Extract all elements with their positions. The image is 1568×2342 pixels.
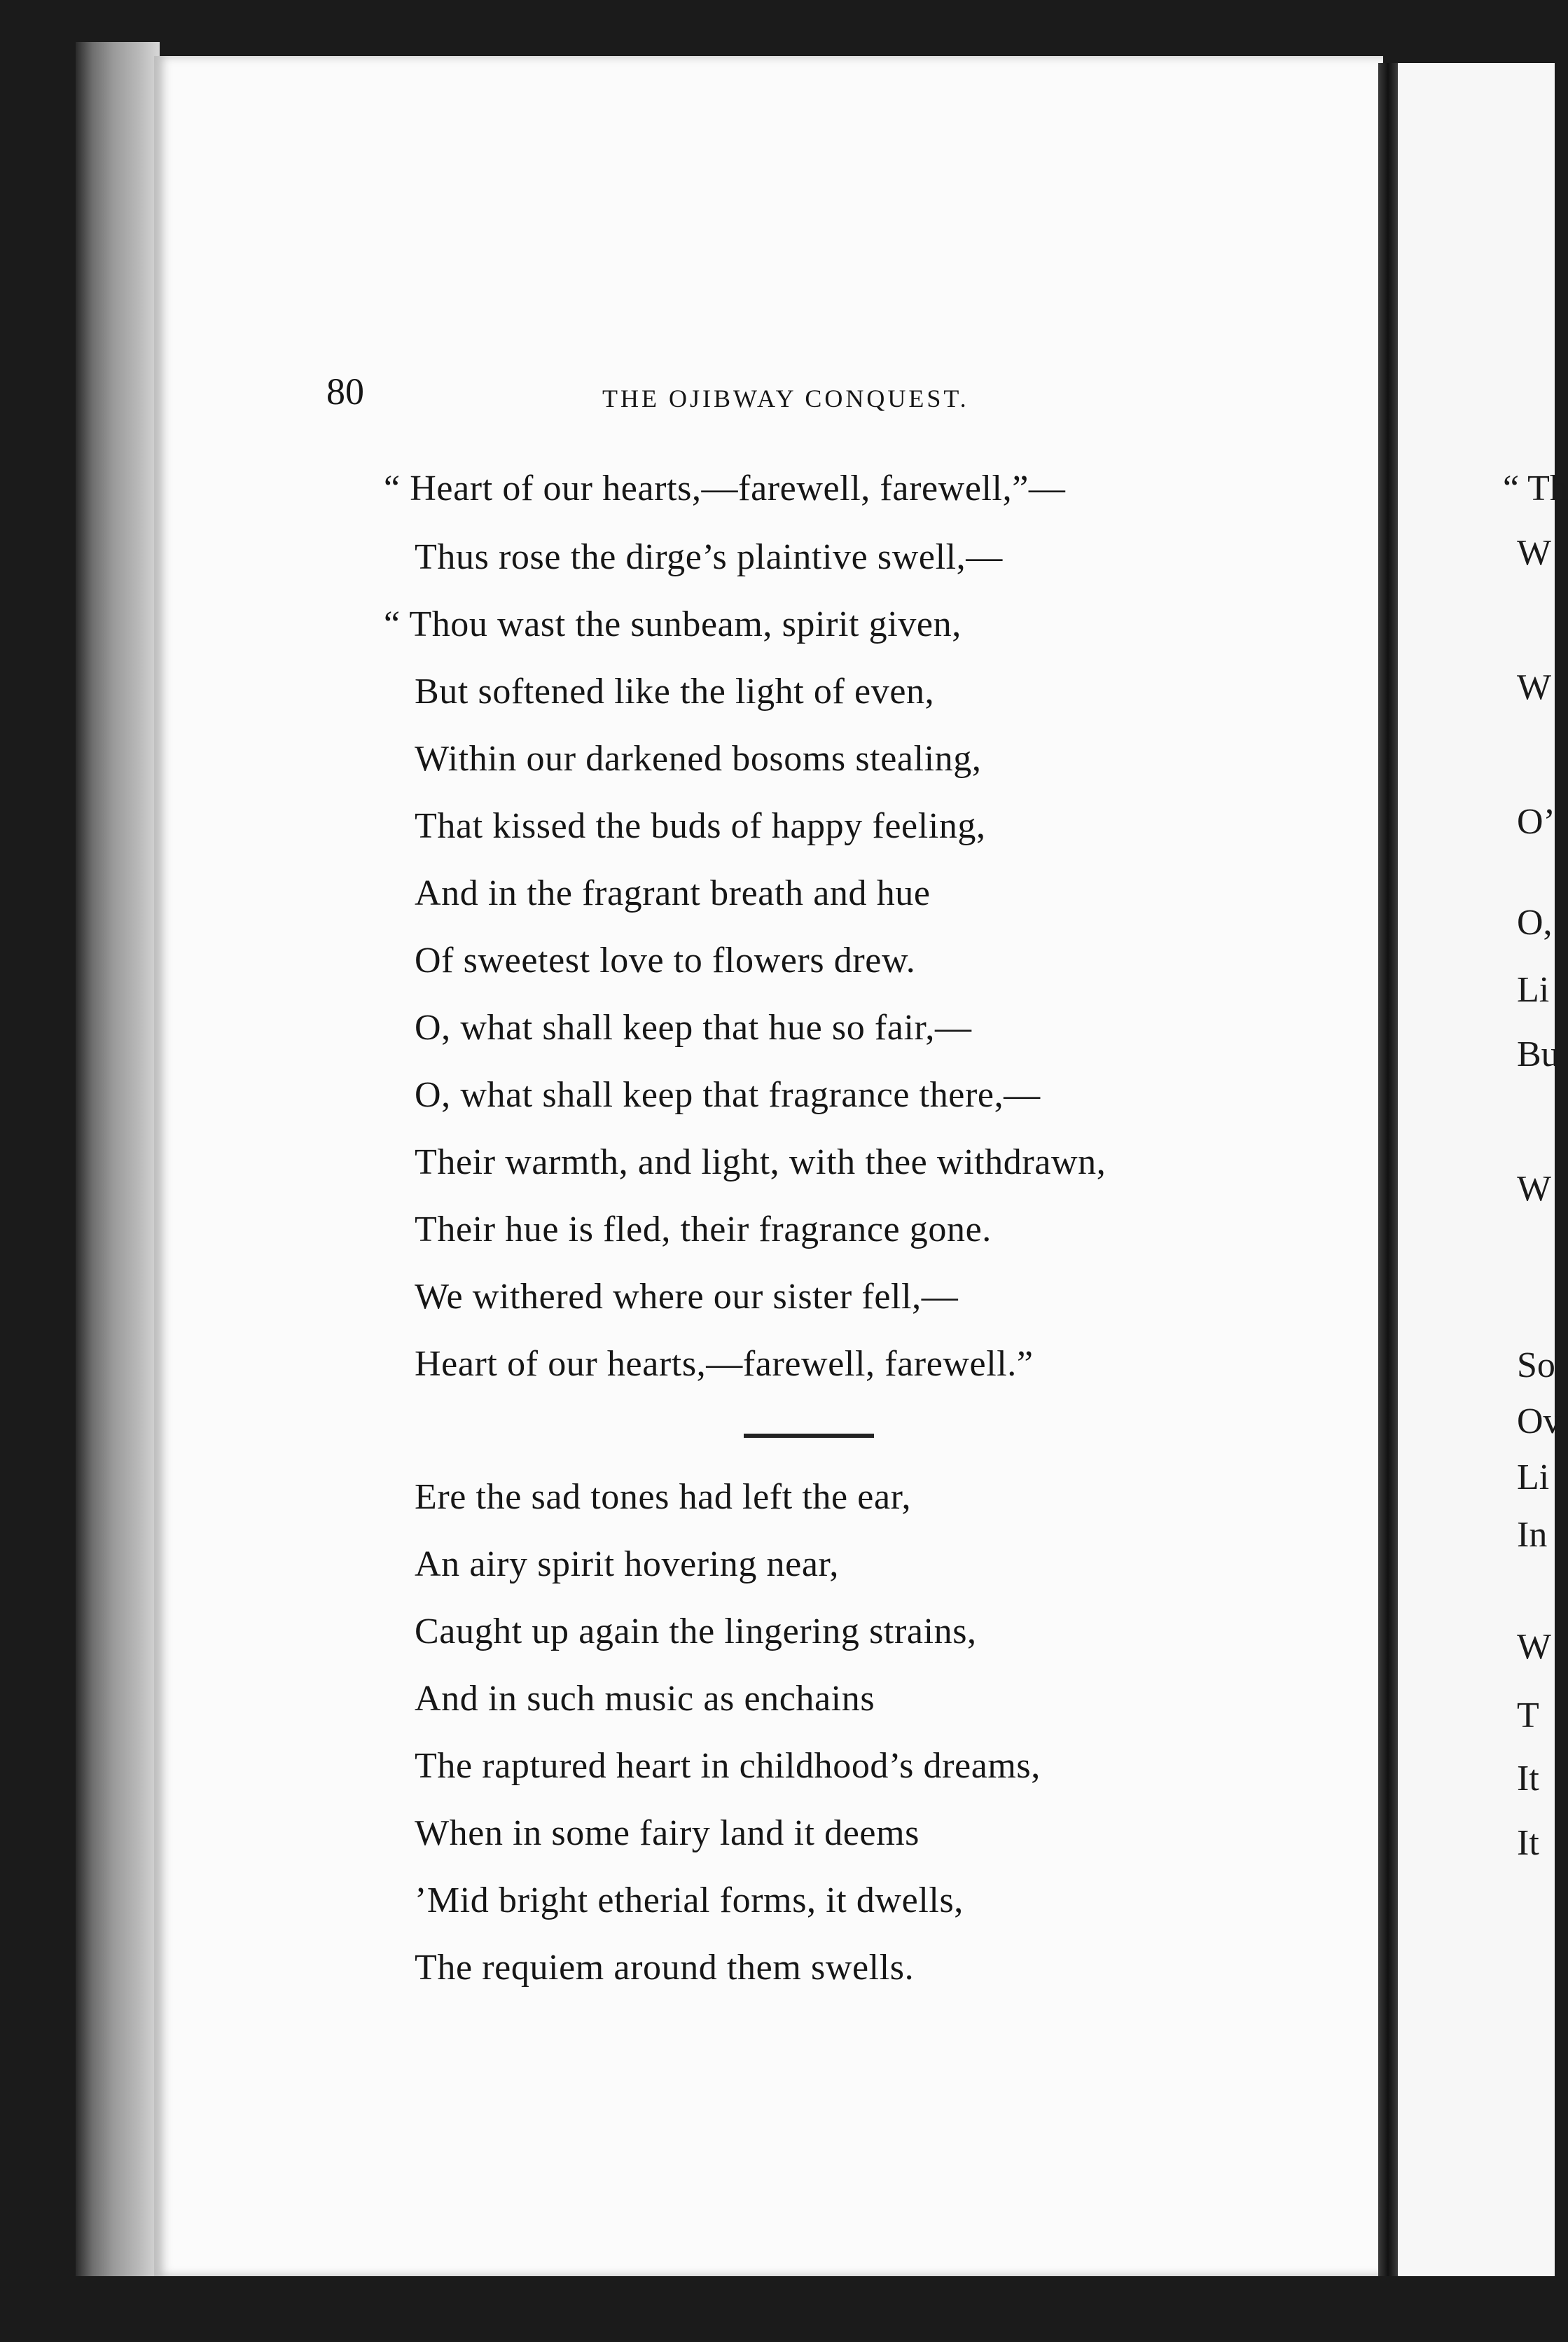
poem-line: That kissed the buds of happy feeling, (415, 806, 986, 846)
poem-line: “ Thou wast the sunbeam, spirit given, (384, 604, 962, 644)
running-head: THE OJIBWAY CONQUEST. (602, 384, 969, 413)
facing-line: In (1517, 1515, 1548, 1555)
poem-line: Heart of our hearts,—farewell, farewell.” (415, 1344, 1034, 1384)
facing-page (1398, 63, 1568, 2276)
facing-line: Li (1517, 1457, 1550, 1497)
facing-line: O’ (1517, 802, 1555, 842)
facing-line: T (1517, 1696, 1539, 1735)
poem-line: When in some fairy land it deems (415, 1813, 920, 1853)
poem-line: Ere the sad tones had left the ear, (415, 1477, 912, 1517)
facing-line: Bu (1517, 1034, 1560, 1074)
poem-line: But softened like the light of even, (415, 672, 935, 712)
page-edge (76, 42, 160, 2276)
facing-line: W (1517, 1627, 1552, 1667)
poem-line: Caught up again the lingering strains, (415, 1612, 977, 1651)
facing-line: W (1517, 533, 1552, 573)
poem-line: And in the fragrant breath and hue (415, 873, 931, 913)
poem-line: ’Mid bright etherial forms, it dwells, (415, 1880, 964, 1920)
section-divider (744, 1434, 874, 1438)
poem-line: The requiem around them swells. (415, 1948, 915, 1988)
facing-line: O, (1517, 903, 1553, 943)
poem-line: Within our darkened bosoms stealing, (415, 739, 982, 779)
poem-line: “ Heart of our hearts,—farewell, farewell,”— (384, 469, 1066, 508)
facing-line: W (1517, 1169, 1552, 1209)
book-gutter (1378, 63, 1398, 2276)
poem-line: An airy spirit hovering near, (415, 1544, 839, 1584)
poem-line: We withered where our sister fell,— (415, 1277, 959, 1317)
facing-line: It (1517, 1823, 1539, 1863)
poem-line: And in such music as enchains (415, 1679, 875, 1719)
facing-line: Ov (1517, 1401, 1562, 1441)
poem-line: Thus rose the dirge’s plaintive swell,— (415, 537, 1003, 577)
poem-line: Their warmth, and light, with thee withdrawn, (415, 1142, 1106, 1182)
facing-line: W (1517, 667, 1552, 707)
poem-line: The raptured heart in childhood’s dreams, (415, 1746, 1041, 1786)
facing-line: It (1517, 1759, 1539, 1799)
poem-line: Of sweetest love to flowers drew. (415, 941, 916, 981)
facing-line: Li (1517, 970, 1550, 1010)
facing-line: So (1517, 1345, 1555, 1385)
facing-line: “ Th (1503, 469, 1568, 508)
poem-line: O, what shall keep that hue so fair,— (415, 1008, 972, 1048)
poem-line: O, what shall keep that fragrance there,— (415, 1075, 1041, 1115)
page-number: 80 (326, 370, 364, 413)
poem-line: Their hue is fled, their fragrance gone. (415, 1210, 992, 1249)
